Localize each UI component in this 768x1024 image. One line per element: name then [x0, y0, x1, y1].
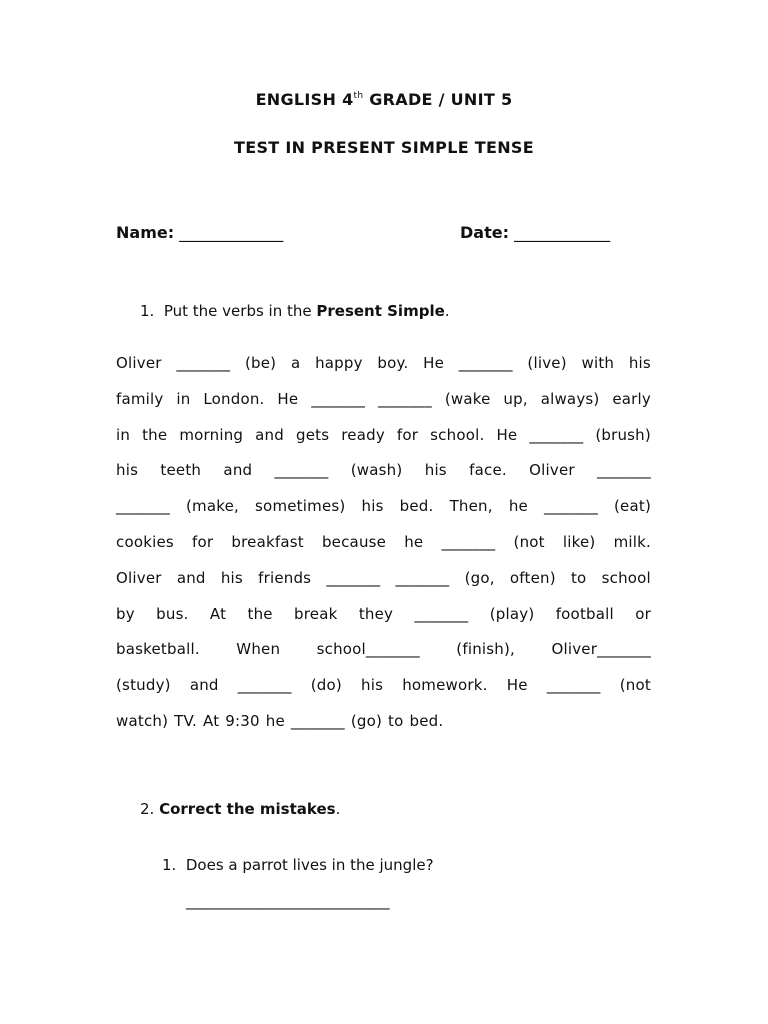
question-2-item-1-text: Does a parrot lives in the jungle?	[185, 856, 434, 874]
passage-line	[116, 382, 651, 418]
passage-word: _______	[274, 461, 329, 480]
question-1-passage	[116, 346, 651, 740]
passage-word: (go)	[350, 711, 383, 730]
date-field	[460, 223, 610, 242]
passage-word: for	[396, 425, 419, 444]
passage-word: (play)	[489, 604, 535, 623]
passage-word: his	[116, 461, 139, 480]
passage-line	[116, 418, 651, 454]
passage-word: (not	[513, 532, 545, 551]
passage-word: (do)	[310, 676, 342, 695]
question-2-item-1-answer-blank: _____________________________	[186, 892, 389, 910]
passage-word: (study)	[116, 676, 171, 695]
passage-word: At	[209, 604, 227, 623]
passage-word: or	[635, 604, 651, 623]
passage-word: he	[508, 497, 528, 516]
passage-word: a	[290, 354, 301, 372]
passage-word: When	[236, 640, 281, 659]
passage-word: to	[388, 711, 404, 730]
question-2-number: 2.	[140, 800, 155, 818]
name-label: Name:	[116, 223, 175, 242]
passage-word: family	[116, 389, 164, 408]
passage-word: (live)	[527, 354, 567, 372]
passage-word: his	[220, 568, 243, 587]
passage-word: ready	[341, 425, 385, 444]
passage-word: bus.	[156, 604, 189, 623]
passage-word: and	[176, 568, 206, 587]
passage-word: he	[404, 532, 424, 551]
passage-word: in	[176, 389, 191, 408]
passage-word: (finish),	[456, 640, 516, 659]
passage-word: _______	[414, 604, 469, 623]
question-2-item-1	[162, 856, 434, 874]
passage-word: Oliver_______	[551, 640, 651, 659]
passage-word: He	[423, 354, 445, 372]
header-line1-post: GRADE / UNIT 5	[363, 90, 513, 109]
passage-word: like)	[562, 532, 596, 551]
passage-word: (wash)	[350, 461, 403, 480]
passage-line	[116, 453, 651, 489]
passage-word: (make,	[185, 497, 239, 516]
date-label: Date:	[460, 223, 509, 242]
passage-word: bed.	[399, 497, 434, 516]
passage-word: _______	[529, 425, 584, 444]
header-line1-pre: ENGLISH 4	[255, 90, 354, 109]
passage-word: _______	[597, 461, 651, 480]
header-test-title: TEST IN PRESENT SIMPLE TENSE	[234, 138, 534, 157]
passage-word: gets	[295, 425, 330, 444]
passage-word: _______	[395, 568, 450, 587]
passage-word: the	[247, 604, 273, 623]
passage-word: with	[581, 354, 615, 372]
question-1-text-bold: Present Simple	[316, 302, 445, 320]
passage-word: (be)	[244, 354, 277, 372]
passage-word: morning	[179, 425, 244, 444]
passage-word: _______	[237, 676, 292, 695]
name-field	[116, 223, 283, 242]
passage-word: _______	[326, 568, 381, 587]
passage-word: He	[277, 389, 299, 408]
passage-word: the	[142, 425, 168, 444]
passage-word: always)	[540, 389, 600, 408]
passage-word: up,	[503, 389, 528, 408]
passage-word: break	[294, 604, 338, 623]
passage-line	[116, 561, 651, 597]
header-unit-title	[0, 90, 768, 109]
passage-word: He	[496, 425, 518, 444]
passage-word: because	[321, 532, 387, 551]
passage-word: often)	[509, 568, 556, 587]
passage-word: and	[255, 425, 284, 444]
passage-word: TV.	[174, 711, 198, 730]
passage-word: in	[116, 425, 131, 444]
passage-word: _______	[458, 354, 513, 372]
passage-word: boy.	[377, 354, 409, 372]
question-1-text-pre: Put the verbs in the	[163, 302, 317, 320]
passage-word: London.	[203, 389, 265, 408]
passage-line	[116, 704, 651, 740]
passage-word: and	[223, 461, 253, 480]
passage-word: sometimes)	[255, 497, 346, 516]
question-2-text-post: .	[335, 800, 341, 818]
passage-word: _______	[378, 389, 432, 408]
passage-word: (wake	[444, 389, 491, 408]
passage-word: face.	[469, 461, 507, 480]
passage-word: _______	[546, 676, 601, 695]
header-line1-sup: th	[353, 91, 364, 101]
passage-word: cookies	[116, 532, 174, 551]
passage-line	[116, 597, 651, 633]
passage-word: (brush)	[595, 425, 651, 444]
name-blank: _____________	[179, 223, 284, 242]
question-2-text-bold: Correct the mistakes	[159, 800, 336, 818]
passage-word: school.	[430, 425, 485, 444]
passage-line	[116, 668, 651, 704]
passage-word: he	[265, 711, 285, 730]
question-2-item-1-number: 1.	[162, 856, 177, 874]
passage-line	[116, 632, 651, 668]
question-2-heading	[140, 800, 340, 818]
passage-word: At	[203, 711, 220, 730]
question-1-text-post: .	[444, 302, 450, 320]
passage-word: basketball.	[116, 640, 200, 659]
passage-word: _______	[311, 389, 366, 408]
question-1-heading	[140, 302, 450, 320]
passage-word: Oliver	[116, 354, 162, 372]
passage-word: they	[358, 604, 394, 623]
passage-word: 9:30	[225, 711, 260, 730]
date-blank: ____________	[514, 223, 611, 242]
passage-word: and	[189, 676, 219, 695]
passage-word: happy	[315, 354, 363, 372]
passage-line	[116, 346, 651, 382]
passage-word: milk.	[613, 532, 651, 551]
passage-word: Oliver	[116, 568, 162, 587]
passage-word: Oliver	[529, 461, 575, 480]
passage-word: watch)	[116, 711, 169, 730]
passage-word: _______	[441, 532, 496, 551]
passage-word: early	[612, 389, 651, 408]
passage-word: Then,	[449, 497, 493, 516]
passage-word: _______	[116, 497, 170, 516]
passage-word: school_______	[316, 640, 420, 659]
passage-word: his	[361, 676, 384, 695]
passage-word: to	[570, 568, 587, 587]
passage-word: his	[628, 354, 651, 372]
passage-line	[116, 525, 651, 561]
passage-word: (not	[619, 676, 651, 695]
passage-word: friends	[258, 568, 312, 587]
passage-word: bed.	[409, 711, 444, 730]
passage-word: _______	[176, 354, 231, 372]
passage-word: homework.	[402, 676, 488, 695]
passage-word: _______	[544, 497, 598, 516]
passage-word: (go,	[464, 568, 495, 587]
passage-word: breakfast	[231, 532, 304, 551]
passage-word: by	[116, 604, 135, 623]
passage-word: _______	[290, 711, 345, 730]
passage-word: (eat)	[613, 497, 651, 516]
passage-word: teeth	[160, 461, 202, 480]
passage-word: football	[555, 604, 614, 623]
passage-word: for	[192, 532, 214, 551]
passage-line	[116, 489, 651, 525]
passage-word: his	[361, 497, 384, 516]
passage-word: his	[424, 461, 447, 480]
passage-word: school	[601, 568, 651, 587]
question-1-number: 1.	[140, 302, 155, 320]
passage-word: He	[506, 676, 528, 695]
